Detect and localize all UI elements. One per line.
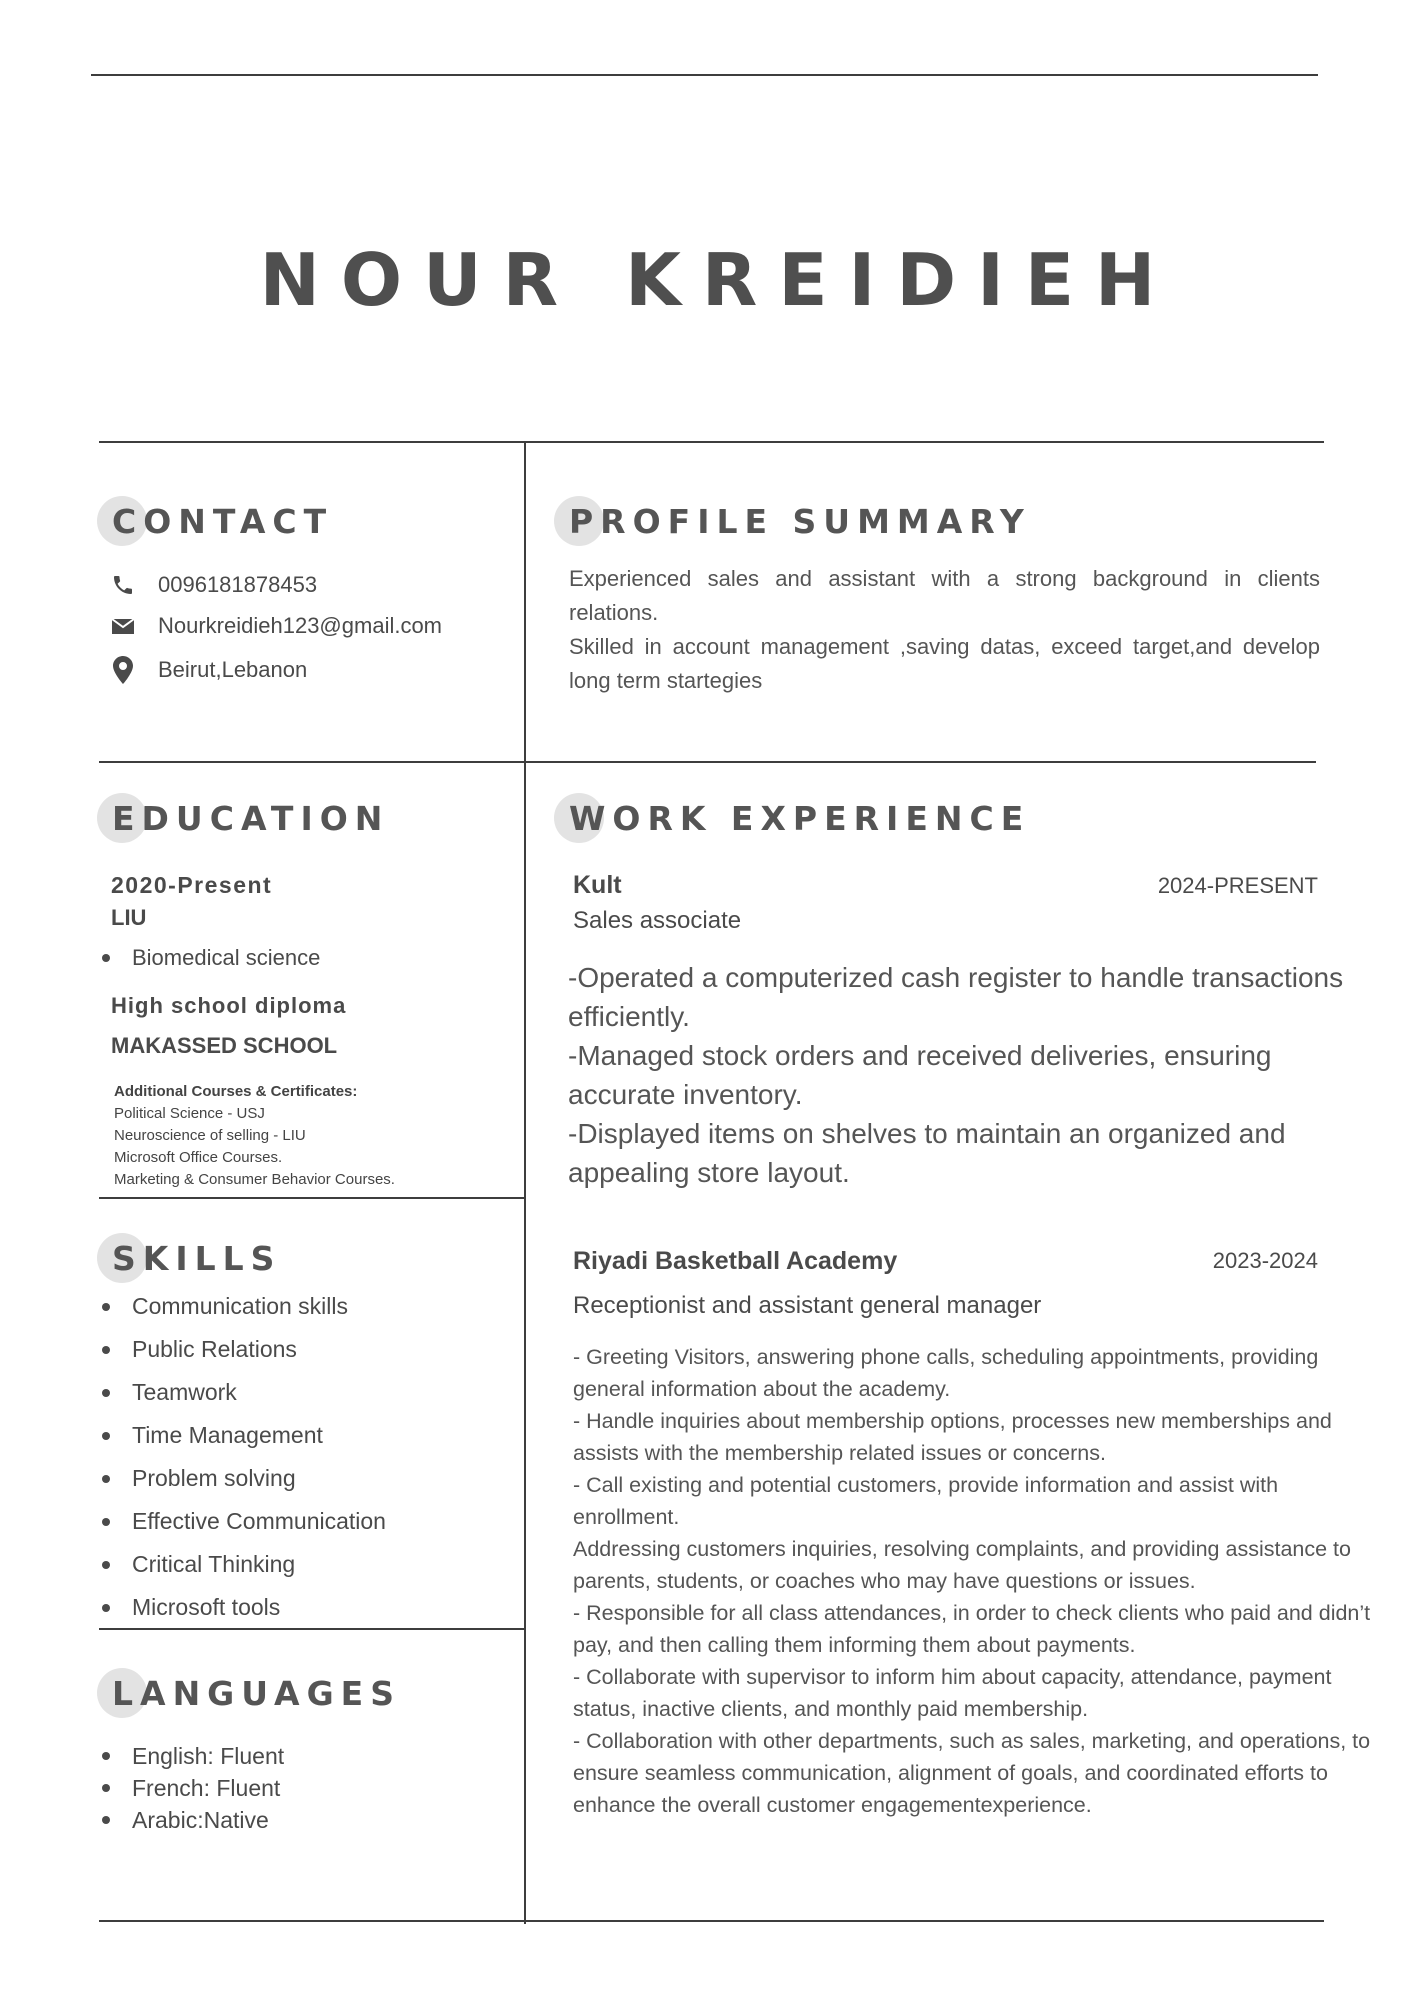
location-pin-icon [110,657,136,683]
phone-icon [110,572,136,598]
skill-item: Critical Thinking [99,1543,386,1586]
page-title: NOUR KREIDIEH [259,238,1177,322]
course-item: Neuroscience of selling - LIU [114,1127,306,1144]
job-duty: - Call existing and potential customers, provide information and assist with enrollment. [573,1473,1279,1529]
skill-item: Microsoft tools [99,1586,386,1629]
education-highschool: MAKASSED SCHOOL [111,1033,338,1058]
course-item: Microsoft Office Courses. [114,1149,283,1166]
job-duty: - Greeting Visitors, answering phone calls, scheduling appointments, providing general information about the academy. [573,1345,1319,1401]
email-address: Nourkreidieh123@gmail.com [158,613,443,638]
column-divider [524,441,526,1924]
email-icon [110,613,136,639]
job-description [573,1341,1383,1821]
languages-heading: LANGUAGES [99,1670,401,1720]
section-divider-1 [99,761,1316,763]
skill-item: Time Management [99,1414,386,1457]
job-duty: Addressing customers inquiries, resolving complaints, and providing assistance to parents, students, or coaches who may have questions or issues. [573,1537,1351,1593]
job-role: Sales associate [573,907,742,934]
location-text: Beirut,Lebanon [158,657,308,682]
education-major: Biomedical science [99,945,320,971]
top-divider [91,74,1318,76]
job-duty: -Managed stock orders and received deliveries, ensuring accurate inventory. [568,1040,1272,1110]
education-period: 2020-Present [111,872,273,898]
language-item: French: Fluent [99,1772,284,1804]
education-school: LIU [111,905,147,930]
skill-item: Problem solving [99,1457,386,1500]
language-item: Arabic:Native [99,1804,284,1836]
job-duty: - Collaborate with supervisor to inform him about capacity, attendance, payment status, inactive clients, and monthly paid membership. [573,1665,1332,1721]
profile-summary-heading: PROFILE SUMMARY [556,498,1031,548]
job-duty: - Collaboration with other departments, such as sales, marketing, and operations, to ensure seamless communication, alignment of goals, and coordinated efforts to enhance the overall customer engagementexperience. [573,1729,1371,1817]
language-item: English: Fluent [99,1740,284,1772]
work-experience-heading: WORK EXPERIENCE [556,795,1030,845]
education-major-list [99,945,320,971]
job-date: 2023-2024 [1212,1248,1318,1273]
skill-item: Teamwork [99,1371,386,1414]
education-diploma: High school diploma [111,993,347,1018]
job-duty: -Operated a computerized cash register to handle transactions efficiently. [568,962,1344,1032]
job-duty: - Handle inquiries about membership options, processes new memberships and assists with the membership related issues or concerns. [573,1409,1332,1465]
contact-location [110,655,307,685]
course-item: Marketing & Consumer Behavior Courses. [114,1171,395,1188]
job-role: Receptionist and assistant general manager [573,1292,1042,1319]
section-divider-left-2 [99,1197,525,1199]
job-company: Riyadi Basketball Academy [573,1247,898,1275]
job-duty: -Displayed items on shelves to maintain an organized and appealing store layout. [568,1118,1286,1188]
profile-summary-text [569,562,1320,698]
header-divider [99,441,1324,443]
contact-heading: CONTACT [99,498,333,548]
bottom-divider [99,1920,1324,1922]
job-company: Kult [573,871,622,899]
phone-number: 0096181878453 [158,572,318,597]
skills-heading: SKILLS [99,1235,281,1285]
job-date: 2024-PRESENT [1157,873,1318,898]
education-heading: EDUCATION [99,795,389,845]
contact-phone [110,570,317,600]
skills-list [99,1285,386,1629]
courses-title: Additional Courses & Certificates: [114,1083,358,1100]
course-item: Political Science - USJ [114,1105,265,1122]
skill-item: Public Relations [99,1328,386,1371]
additional-courses [114,1081,524,1191]
job-description [568,958,1368,1192]
skill-item: Effective Communication [99,1500,386,1543]
job-duty: - Responsible for all class attendances, in order to check clients who paid and didn’t pay, and then calling them informing them about payments. [573,1601,1371,1657]
profile-line-1: Experienced sales and assistant with a strong background in clients relations. [569,566,1320,625]
profile-line-2: Skilled in account management ,saving datas, exceed target,and develop long term startegies [569,634,1320,693]
skill-item: Communication skills [99,1285,386,1328]
languages-list [99,1740,284,1836]
contact-email [110,611,442,641]
